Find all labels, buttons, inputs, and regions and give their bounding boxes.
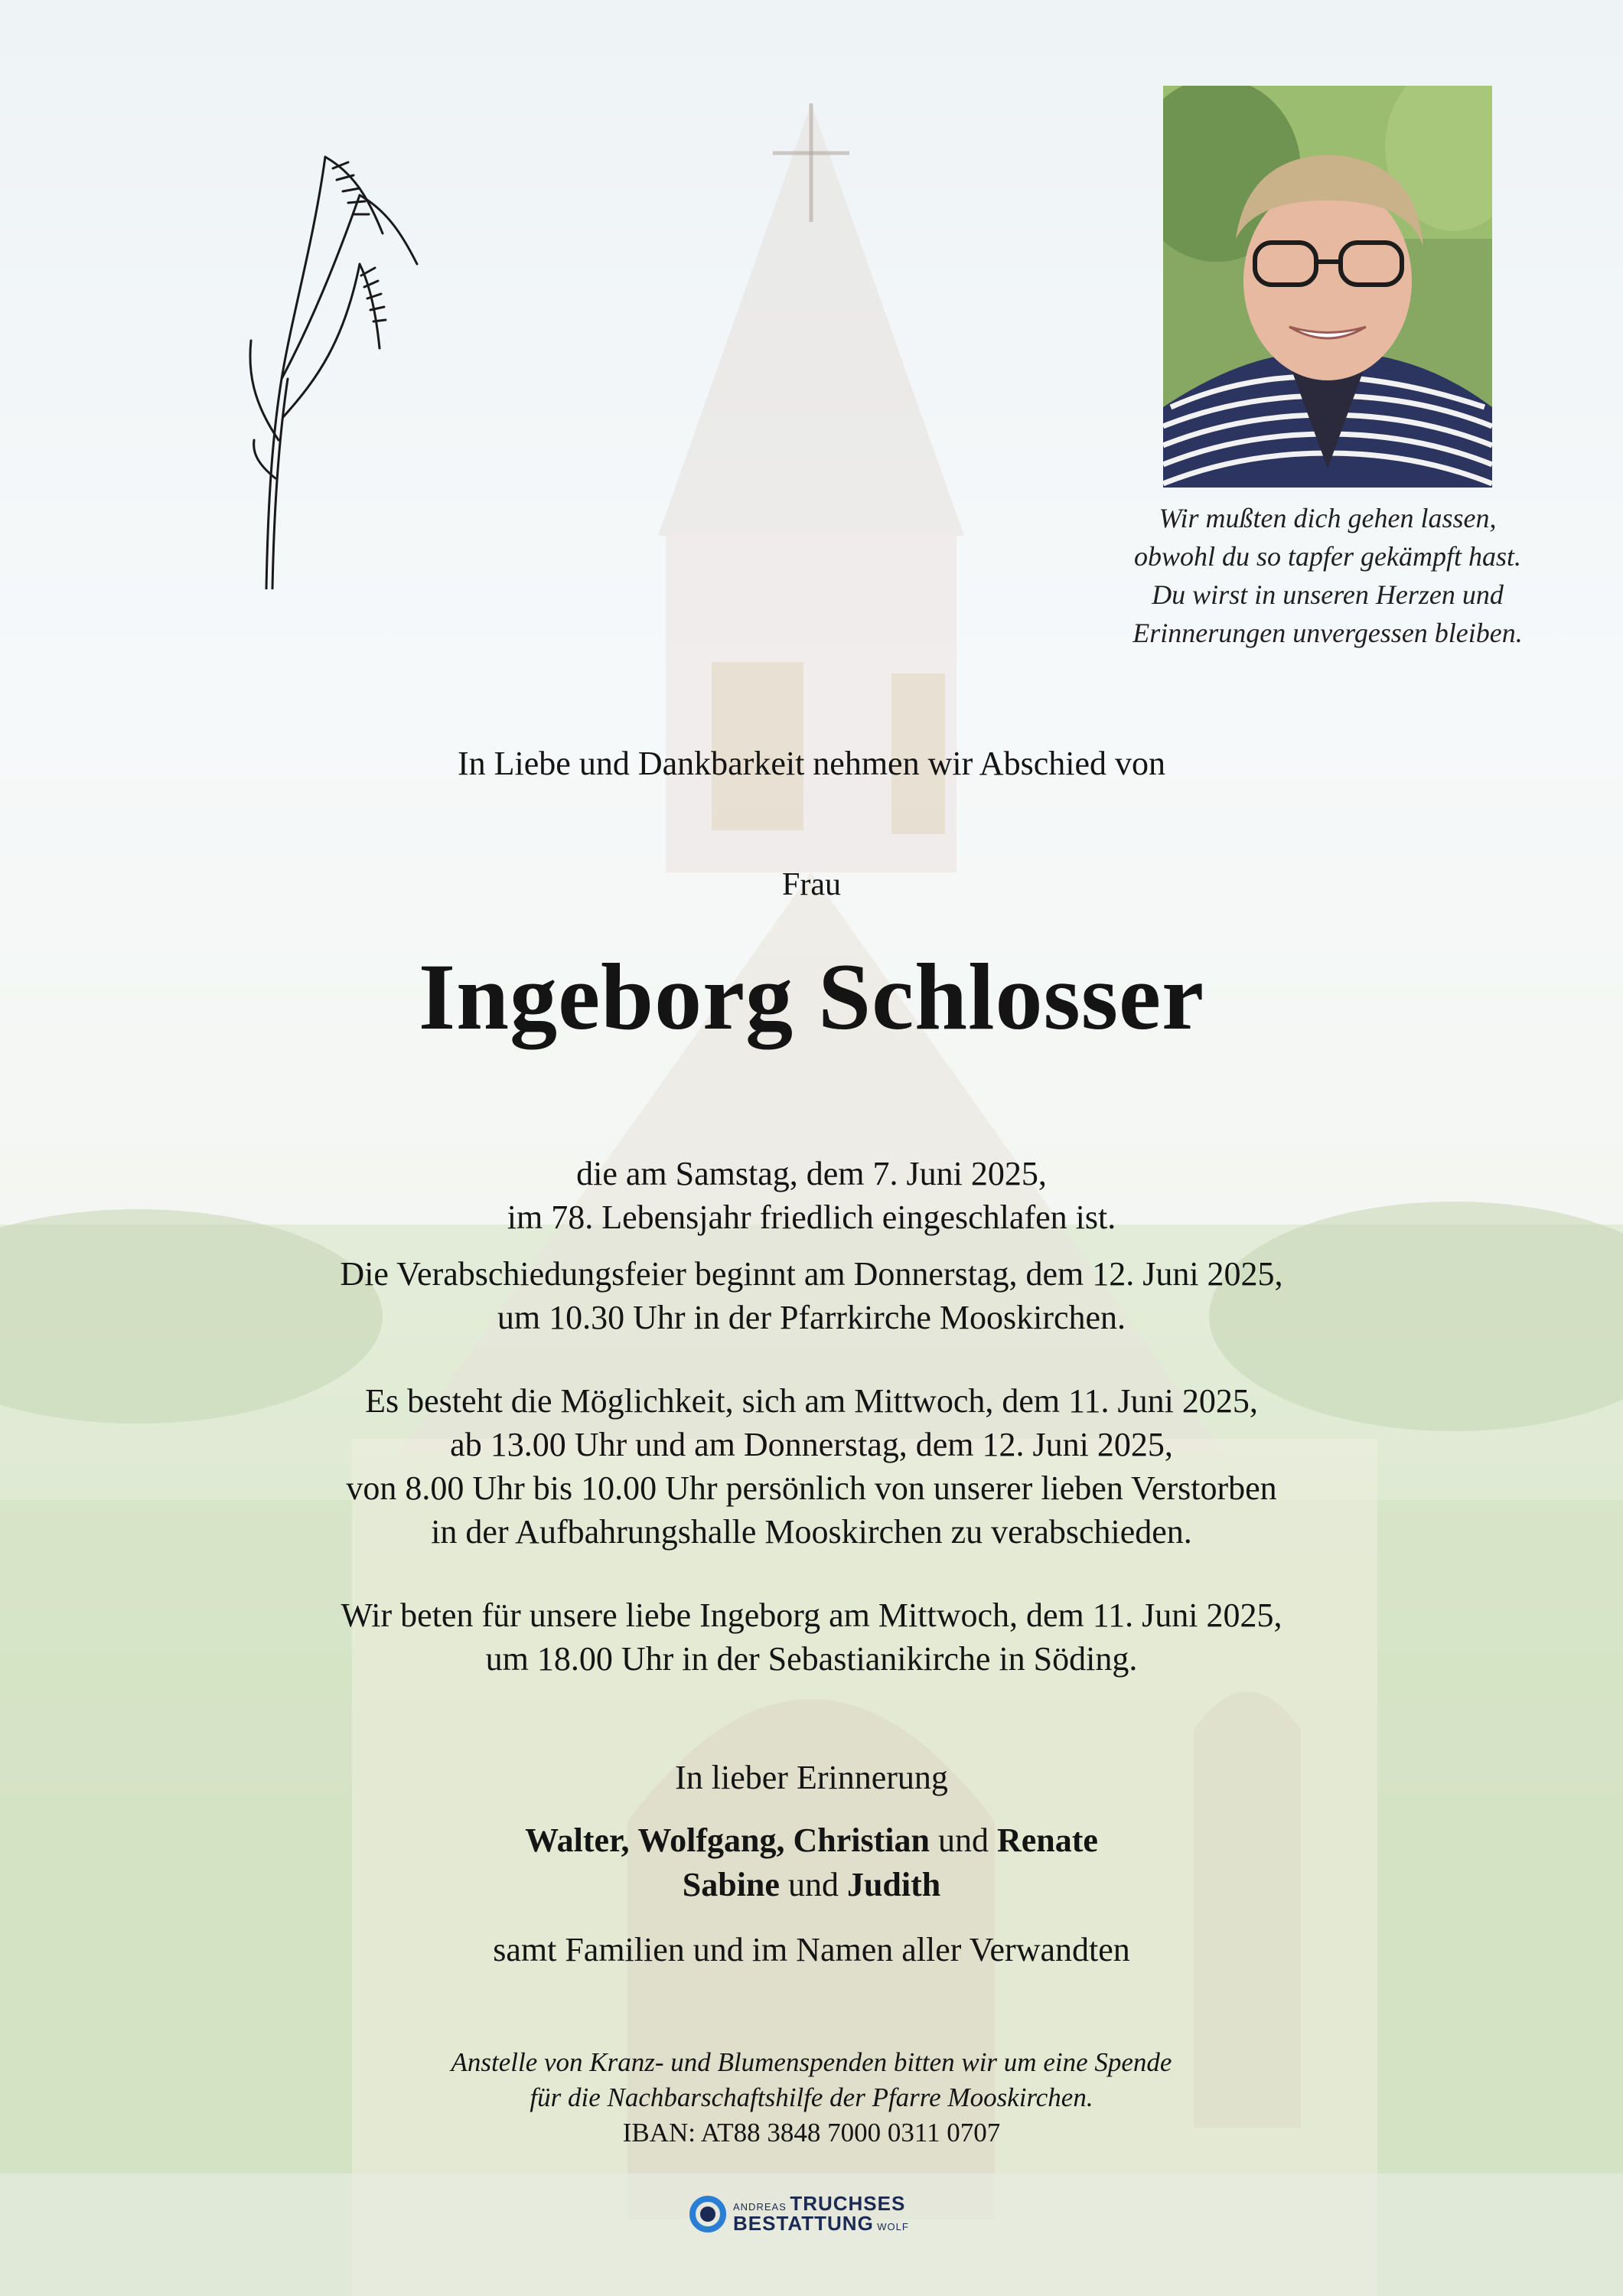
prayer-paragraph xyxy=(0,1593,1623,1681)
death-date-paragraph xyxy=(0,1152,1623,1239)
paragraph-line: die am Samstag, dem 7. Juni 2025, xyxy=(576,1155,1047,1192)
donation-line: Anstelle von Kranz- und Blumenspenden bitten wir um eine Spende xyxy=(451,2047,1172,2077)
paragraph-line: Die Verabschiedungsfeier beginnt am Donnerstag, dem 12. Juni 2025, xyxy=(340,1255,1283,1293)
mourner-names xyxy=(0,1818,1623,1907)
wheat-ear-icon xyxy=(245,149,421,589)
conjunction: und xyxy=(787,1866,839,1903)
conjunction: und xyxy=(937,1821,989,1859)
paragraph-line: in der Aufbahrungshalle Mooskirchen zu verabschieden. xyxy=(431,1513,1192,1551)
logo-ring-icon xyxy=(689,2195,727,2233)
deceased-name: Ingeborg Schlosser xyxy=(418,944,1205,1049)
logo-surname: TRUCHSES xyxy=(790,2192,906,2215)
quote-line: Erinnerungen unvergessen bleiben. xyxy=(1133,618,1523,648)
memory-heading: In lieber Erinnerung xyxy=(675,1759,948,1796)
paragraph-line: um 18.00 Uhr in der Sebastianikirche in Söding. xyxy=(485,1640,1138,1678)
mourner-name: Sabine xyxy=(682,1866,780,1903)
quote-line: Wir mußten dich gehen lassen, xyxy=(1159,503,1497,533)
paragraph-line: im 78. Lebensjahr friedlich eingeschlafen ist. xyxy=(507,1199,1116,1236)
logo-suffix: WOLF xyxy=(877,2221,909,2232)
paragraph-line: Wir beten für unsere liebe Ingeborg am Mittwoch, dem 11. Juni 2025, xyxy=(341,1596,1282,1634)
iban: IBAN: AT88 3848 7000 0311 0707 xyxy=(622,2118,1001,2148)
farewell-quote xyxy=(1056,499,1599,652)
funeral-home-logo xyxy=(689,2190,934,2236)
mourner-name: Christian xyxy=(793,1821,930,1859)
mourner-names-line xyxy=(0,1818,1623,1863)
paragraph-line: ab 13.00 Uhr und am Donnerstag, dem 12. Juni 2025, xyxy=(450,1426,1173,1463)
salutation: Frau xyxy=(782,867,841,902)
mourner-name: Walter, xyxy=(525,1821,630,1859)
donation-line: für die Nachbarschaftshilfe der Pfarre Mooskirchen. xyxy=(530,2082,1093,2112)
mourner-names-line xyxy=(0,1863,1623,1907)
viewing-paragraph xyxy=(0,1379,1623,1554)
donation-note xyxy=(0,2045,1623,2151)
paragraph-line: Es besteht die Möglichkeit, sich am Mittwoch, dem 11. Juni 2025, xyxy=(365,1382,1258,1420)
logo-bottom-line xyxy=(733,2212,909,2236)
quote-line: Du wirst in unseren Herzen und xyxy=(1152,579,1504,610)
portrait-photo xyxy=(1163,86,1492,488)
logo-first-name: ANDREAS xyxy=(733,2201,787,2213)
mourner-name: Renate xyxy=(996,1821,1098,1859)
ceremony-paragraph xyxy=(0,1252,1623,1339)
mourner-name: Judith xyxy=(846,1866,941,1903)
paragraph-line: von 8.00 Uhr bis 10.00 Uhr persönlich von unserer lieben Verstorben xyxy=(346,1469,1277,1507)
paragraph-line: um 10.30 Uhr in der Pfarrkirche Mooskirchen. xyxy=(497,1299,1126,1336)
quote-line: obwohl du so tapfer gekämpft hast. xyxy=(1134,541,1521,572)
intro-line: In Liebe und Dankbarkeit nehmen wir Abschied von xyxy=(458,745,1165,782)
mourner-name: Wolfgang, xyxy=(637,1821,785,1859)
family-line: samt Familien und im Namen aller Verwandten xyxy=(493,1931,1130,1968)
logo-company: BESTATTUNG xyxy=(733,2212,874,2235)
